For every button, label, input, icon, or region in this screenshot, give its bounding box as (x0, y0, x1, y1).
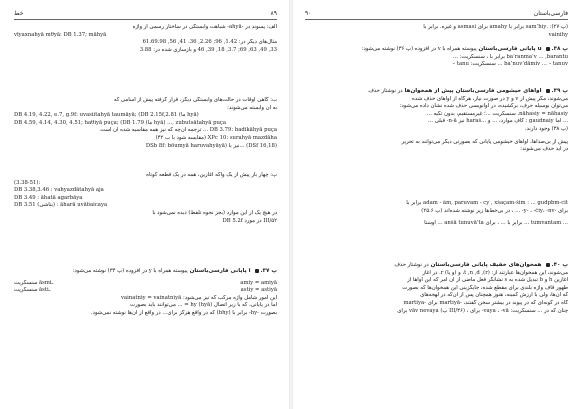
section-intro: پیوسته همراه با v در افزوده (پ ۳۶) نوشته می‌شود: (361, 46, 477, 52)
text-line: آغازین h و b تبدیل شده به s نشانگر فعل ماضی از آن امر که این آواها از (407, 277, 568, 284)
right-page-header (305, 7, 568, 20)
text-line: (DSf 16,18) ...نیز با (DSb 8f: böumyā haruvahyāyā (145, 142, 277, 149)
text-line: می‌توان بوسیله حرف، برکشیده، در آوانویسی حذف شده نشان داده می‌شود: (399, 103, 568, 110)
text-line: در هیچ یک از این موارد (بجز نحوه تلفظ) دیده نمی‌شود با (152, 209, 277, 216)
section-40 (305, 262, 568, 315)
paragraph-c (14, 172, 277, 225)
page-number: ۸۹ (270, 9, 277, 17)
example-note: ـāsmi سنسکریت (14, 279, 54, 286)
text-line: DB 3.79: badikāhyā puça ... ترجمه آن‌چه که نیز همه مقاسیه شده آن است (100, 127, 277, 134)
section-heading-tail: در نوشتار حذف (368, 88, 403, 94)
section-number: پ ۳۷. (260, 268, 277, 274)
text-line: مثال‌های دیگر در: 1.42, 96; 2.26, 36. 41, 56, 61.69.98 (142, 39, 277, 46)
text-line: چنان که در ... سنسکریت: vaya ، -vā- برای ، (III/۳۶ پ) vāv nevaya برای (397, 307, 568, 314)
section-38 (305, 46, 568, 69)
section-39 (305, 88, 568, 154)
text-line: در آید حذف می‌شوند: (520, 146, 568, 153)
text-line: DB 3.51 (بتا‌شی) : āharā uvāδaicaya (14, 202, 108, 209)
page-title: فارسی‌باستان (533, 9, 568, 17)
example-form: amiy = amiyā (240, 279, 277, 286)
section-heading-text: i پایانی فارسی‌باستان (189, 268, 251, 274)
text-line: vīyaxnahyā mθyā: DB 1.37; māhyā (14, 31, 107, 38)
text-line: به آن وابسته می‌شوند: (227, 104, 277, 111)
text-line: nāhasiy = nāhasiy، سنسکریت ...؛ غیرمستقیم، بدون تکیه ... (426, 110, 568, 117)
text-line: ba’nuv’dāmiv ... – tanuv ... سنسکریت: tanu – (452, 61, 568, 68)
text-line: 33, 49, 63, 69; 3.7, 18, 39, 46 و بازسازی شده در: 3.88 (139, 46, 277, 53)
text-line: vainihy (548, 31, 568, 38)
text-line: پ: چهار بار پیش از یک واکه آغازین، همه در یک قطعه کوتاه (146, 172, 277, 178)
example-form: astiy = astiyā (240, 287, 277, 294)
section-heading-text: u پایانی فارسی‌باستان (478, 46, 542, 52)
examples-block (305, 200, 568, 228)
text-line: ... اما gaudnaiy : کاف موارد، ... و ...haraš نیز n-ā- قبلی ... (427, 118, 568, 125)
text-line: اما در پایانی، که با زیر اتصال (hyā) hy = ... می‌توانند باید بصورت (130, 302, 277, 309)
text-line: (پ ۲۷): .sam’hiy برابر با amahy برای asmasi و غیره. برابر با (423, 24, 568, 30)
text-line: ... tumvantam ... برابر با ... ، برای anšā tunuvā’ta ... اوستا (424, 220, 568, 227)
text-line: ۵۲/III در مورد DB 5.2f (222, 217, 277, 224)
bullet-icon (255, 269, 259, 273)
left-page-header (14, 7, 277, 20)
text-line: این امور شامل واژه مرکب که نیز می‌شود: vainatniy = vainatniyā (121, 294, 277, 301)
section-number: پ ۴۰. (551, 262, 568, 268)
example-row (14, 280, 277, 288)
paragraph-intro (305, 24, 568, 39)
section-37 (14, 268, 277, 318)
text-line: می‌شوند، مگر پیش از v و y در صورت نیاز، هرگاه از آواهای حذف شده (412, 95, 568, 102)
section-number: پ ۳۸. (551, 46, 568, 52)
section-heading-text: همخوان‌های خفیف پایانی فارسی‌باستان (430, 262, 542, 268)
section-heading (14, 268, 277, 276)
text-line: ba’ranma’v ... ,barantu برابر با ، سنسکریت: ... (452, 53, 568, 60)
text-line: برای -y- ، -čiy، -nv- ... ، در بی‌خط‌ها زیر نوشته شده‌اند (پ ۲۵.۶) (421, 207, 568, 214)
bullet-icon (546, 47, 550, 51)
section-heading-text: آواهای خیشومی فارسی‌باستان پیش از همخوان‌ها (404, 88, 542, 94)
text-line: DB 4.59, 4.14, 4.30, 4.51; haθiyā puça; (DB 1.79 (ما hyā) ..., zubutsātahyā puça (14, 119, 227, 126)
text-line: DB 4.19, 4.22, e.7, g.9f: uvasiitahyā taumāyā; (DB 2.15f,2.81 (ما hyā) (14, 112, 199, 119)
text-line: (پ ۳۸) وجود دارند. (524, 125, 568, 132)
right-page (291, 0, 582, 409)
section-intro: پیوسته همراه با y در افزوده (پ ۳۴) نوشته می‌شود: (72, 268, 188, 274)
section-number: پ ۳۹. (551, 88, 568, 94)
section-heading-tail: در نوشتار حذف (394, 262, 429, 268)
bullet-icon (546, 89, 550, 93)
text-line: که آن‌ها، ولی با ارزش کمینه، هنوز همچنان پس از آن‌که در لهجه‌های (420, 292, 568, 299)
text-line: (3.38-51): (14, 179, 41, 186)
example-row (14, 287, 277, 295)
text-line: می‌شوند، این همخوان‌ها عبارتند از: t ,n ,d ,(r)، و (و یا) r. در آغاز (422, 269, 568, 276)
text-line: پیش از بی‌صدا‌ها، آواهای خیشومی پایانی که بصورتی دیگر می‌توانند به تحریر (401, 138, 568, 145)
section-heading (305, 88, 568, 96)
text-line: ظهور قاف واژه بلندی برای مقطع شده، جایگزینی این همخوان‌ها که بصورت (402, 284, 568, 291)
page-title: خط (14, 9, 24, 17)
text-line: DB 3.49 : āhatā agarbāya (14, 194, 83, 201)
text-line: الف: پسوند در -ahyā- شباهت وابستگی در ساختار رسمی از واژه (132, 24, 277, 30)
paragraph-b (14, 97, 277, 150)
text-line: گاه در گونه‌ای که در پیوند در بیشتر سخن گفتند، -martiyā برای -martiya (403, 299, 568, 306)
text-line: adam - âm, paruvam - cy , xšaçam-šim : ... gudpbm-cit برابر با (406, 200, 568, 206)
text-line: بصورت -hy- برابر با (bhy) که در واقع هرگز برای... در واقع از آن‌ها نوشته نمی‌شود. (90, 309, 277, 316)
text-line: XPc 10: surahyā mazdāha (مقایسه شود با ب ۴۲) (155, 134, 277, 141)
section-heading (305, 262, 568, 270)
text-line: ب: گاهی اوقات در حالت‌های وابستگی دیگر، قرار گرفته پیش از اسامی که (113, 97, 277, 103)
bullet-icon (546, 263, 550, 267)
example-note: ـāsti سنسکریت (14, 287, 51, 294)
page-number: ۹۰ (305, 9, 312, 17)
section-heading (305, 46, 568, 54)
paragraph-a (14, 24, 277, 54)
text-line: DB 3.38,3.46 : vahyazdātahyā aja (14, 187, 104, 194)
